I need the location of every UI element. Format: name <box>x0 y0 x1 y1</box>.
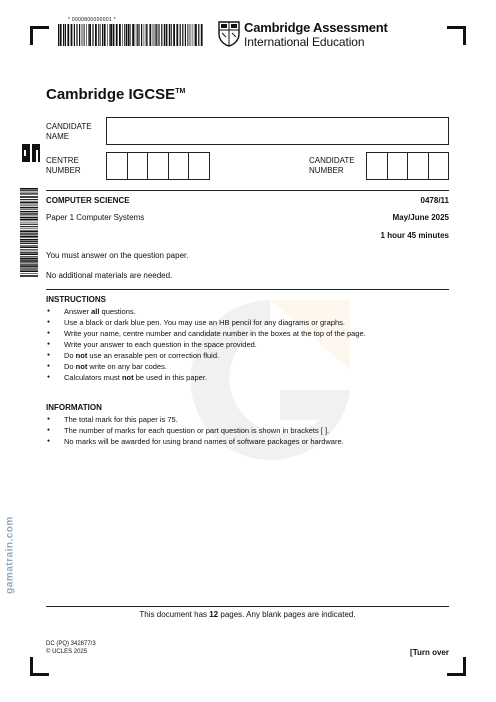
subject-name: COMPUTER SCIENCE <box>46 196 130 205</box>
qr-code-icon <box>22 144 40 162</box>
corner-mark-top-right <box>447 26 466 45</box>
trademark-mark: TM <box>175 88 186 95</box>
note-answer-on-paper: You must answer on the question paper. <box>46 251 189 260</box>
barcode-number: * 0000800000001 * <box>68 17 116 23</box>
list-item: ● Do not write on any bar codes. <box>46 361 366 372</box>
page-count-note: This document has 12 pages. Any blank pages are indicated. <box>139 610 356 619</box>
instructions-list <box>46 306 366 383</box>
list-item: ● The number of marks for each question or part question is shown in brackets [ ]. <box>46 425 344 436</box>
centre-number-field[interactable] <box>106 152 210 180</box>
duration: 1 hour 45 minutes <box>380 231 449 240</box>
page-title: Cambridge IGCSE™ <box>46 86 186 103</box>
information-heading: INFORMATION <box>46 403 102 412</box>
list-item: ● Do not use an erasable pen or correction fluid. <box>46 350 366 361</box>
centre-number-label: CENTRE NUMBER <box>46 156 81 175</box>
paper-name: Paper 1 Computer Systems <box>46 213 145 222</box>
divider <box>46 190 449 191</box>
list-item: ● Use a black or dark blue pen. You may use an HB pencil for any diagrams or graphs. <box>46 317 366 328</box>
note-materials: No additional materials are needed. <box>46 271 173 280</box>
barcode-image <box>58 24 204 46</box>
list-item: ● Write your answer to each question in the space provided. <box>46 339 366 350</box>
list-item: ● Calculators must not be used in this paper. <box>46 372 366 383</box>
session: May/June 2025 <box>392 213 449 222</box>
list-item: ● The total mark for this paper is 75. <box>46 414 344 425</box>
logo-line-2: International Education <box>244 35 365 49</box>
list-item: ● Write your name, centre number and candidate number in the boxes at the top of the page. <box>46 328 366 339</box>
candidate-number-field[interactable] <box>366 152 449 180</box>
corner-mark-bottom-left <box>30 657 49 676</box>
corner-mark-bottom-right <box>447 657 466 676</box>
information-list <box>46 414 344 447</box>
subject-code: 0478/11 <box>420 196 449 205</box>
list-item: ● Answer all questions. <box>46 306 366 317</box>
side-watermark: gamatrain.com <box>4 516 16 594</box>
cambridge-shield-icon <box>218 21 240 47</box>
side-barcode-image <box>20 188 38 278</box>
list-item: ● No marks will be awarded for using brand names of software packages or hardware. <box>46 436 344 447</box>
candidate-number-label: CANDIDATE NUMBER <box>309 156 355 175</box>
logo-line-1: Cambridge Assessment <box>244 20 388 35</box>
instructions-heading: INSTRUCTIONS <box>46 295 106 304</box>
corner-mark-top-left <box>30 26 49 45</box>
divider <box>46 606 449 607</box>
candidate-name-label: CANDIDATE NAME <box>46 122 92 141</box>
document-code: DC (PQ) 342877/3 © UCLES 2025 <box>46 641 96 655</box>
turn-over-label: [Turn over <box>410 648 449 657</box>
candidate-name-field[interactable] <box>106 117 449 145</box>
